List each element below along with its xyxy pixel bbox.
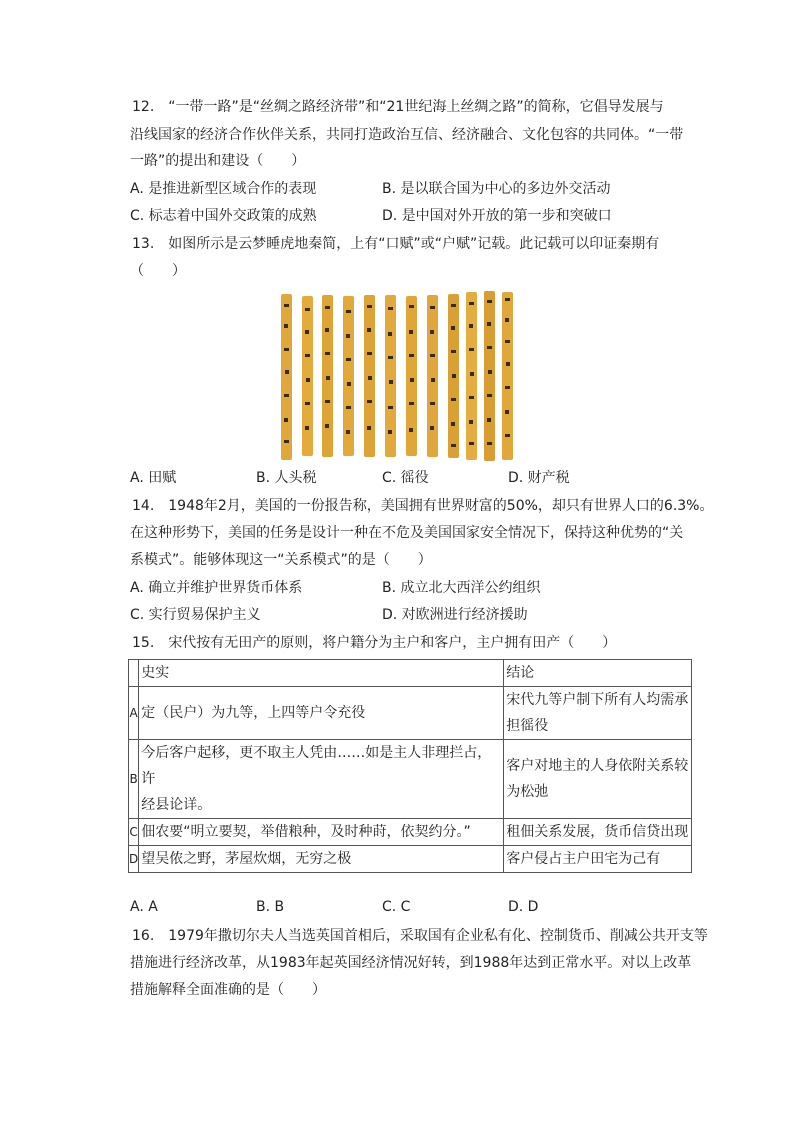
table-row: [129, 846, 692, 873]
q15-option-c[interactable]: C. C: [382, 899, 411, 915]
q12-option-c[interactable]: C. 标志着中国外交政策的成熟: [130, 208, 317, 224]
q15-table: [128, 659, 692, 873]
table-header-row: [129, 660, 692, 687]
row-label: B: [129, 740, 139, 819]
table-header-fact: 史实: [139, 660, 504, 687]
row-conclusion: [504, 687, 692, 740]
q14-stem-line3: 系模式”。能够体现这一“关系模式”的是（ ）: [130, 552, 432, 568]
row-label: A: [129, 687, 139, 740]
row-fact: 佃农要“明立要契，举借粮种，及时种莳，依契约分。”: [139, 819, 504, 846]
row-conclusion: 客户侵占主户田宅为己有: [504, 846, 692, 873]
q15-option-b[interactable]: B. B: [256, 899, 285, 915]
q13-option-a[interactable]: A. 田赋: [130, 470, 177, 486]
table-row: [129, 819, 692, 846]
q13-option-c[interactable]: C. 徭役: [382, 470, 429, 486]
row-label: D: [129, 846, 139, 873]
row-fact-line: 今后客户起移，更不取主人凭由……如是主人非理拦占，许: [141, 745, 492, 787]
row-conclusion-line: 为松弛: [506, 784, 549, 800]
row-fact: [139, 740, 504, 819]
q14-stem-line2: 在这种形势下，美国的任务是设计一种在不危及美国国家安全情况下，保持这种优势的“关: [130, 525, 684, 541]
q14-option-a[interactable]: A. 确立并维护世界货币体系: [130, 580, 303, 596]
qin-bamboo-slips-image: [279, 290, 515, 462]
q13-option-b[interactable]: B. 人头税: [256, 470, 317, 486]
q15-stem: 15. 宋代按有无田产的原则，将户籍分为主户和客户，主户拥有田产（ ）: [132, 635, 617, 651]
q12-stem-line1: 12. “一带一路”是“丝绸之路经济带”和“21世纪海上丝绸之路”的简称，它倡导发展与: [132, 99, 664, 115]
q14-stem-line1: 14. 1948年2月，美国的一份报告称，美国拥有世界财富的50%，却只有世界人口的6.3%。: [132, 498, 714, 514]
table-row: [129, 687, 692, 740]
q12-option-d[interactable]: D. 是中国对外开放的第一步和突破口: [382, 208, 612, 224]
row-fact: 定（民户）为九等，上四等户令充役: [139, 687, 504, 740]
q16-stem-line1: 16. 1979年撒切尔夫人当选英国首相后，采取国有企业私有化、控制货币、削减公共开支等: [132, 928, 708, 944]
row-conclusion: 租佃关系发展，货币信贷出现: [504, 819, 692, 846]
q16-stem-line3: 措施解释全面准确的是（ ）: [130, 982, 326, 998]
table-header-label: [129, 660, 139, 687]
row-fact: 望吴侬之野，茅屋炊烟，无穷之极: [139, 846, 504, 873]
row-conclusion: [504, 740, 692, 819]
q13-option-d[interactable]: D. 财产税: [508, 470, 570, 486]
q13-stem-line2: （ ）: [130, 263, 186, 279]
q16-stem-line2: 措施进行经济改革，从1983年起英国经济情况好转，到1988年达到正常水平。对以上改革: [130, 955, 692, 971]
q15-option-a[interactable]: A. A: [130, 899, 158, 915]
q12-stem-line2: 沿线国家的经济合作伙伴关系，共同打造政治互信、经济融合、文化包容的共同体。“一带: [130, 127, 684, 143]
q12-option-b[interactable]: B. 是以联合国为中心的多边外交活动: [382, 181, 611, 197]
q15-option-d[interactable]: D. D: [508, 899, 539, 915]
row-conclusion-line: 担徭役: [506, 718, 549, 734]
row-fact-line: 经县论详。: [141, 797, 212, 813]
q14-option-d[interactable]: D. 对欧洲进行经济援助: [382, 607, 528, 623]
row-conclusion-line: 客户对地主的人身依附关系较: [506, 758, 689, 774]
row-label: C: [129, 819, 139, 846]
q12-stem-line3: 一路”的提出和建设（ ）: [130, 153, 306, 169]
q14-option-c[interactable]: C. 实行贸易保护主义: [130, 607, 261, 623]
q12-option-a[interactable]: A. 是推进新型区域合作的表现: [130, 181, 317, 197]
q14-option-b[interactable]: B. 成立北大西洋公约组织: [382, 580, 541, 596]
table-row: [129, 740, 692, 819]
q13-stem-line1: 13. 如图所示是云梦睡虎地秦简，上有“口赋”或“户赋”记载。此记载可以印证秦期有: [132, 236, 660, 252]
table-header-conclusion: 结论: [504, 660, 692, 687]
row-conclusion-line: 宋代九等户制下所有人均需承: [506, 692, 689, 708]
